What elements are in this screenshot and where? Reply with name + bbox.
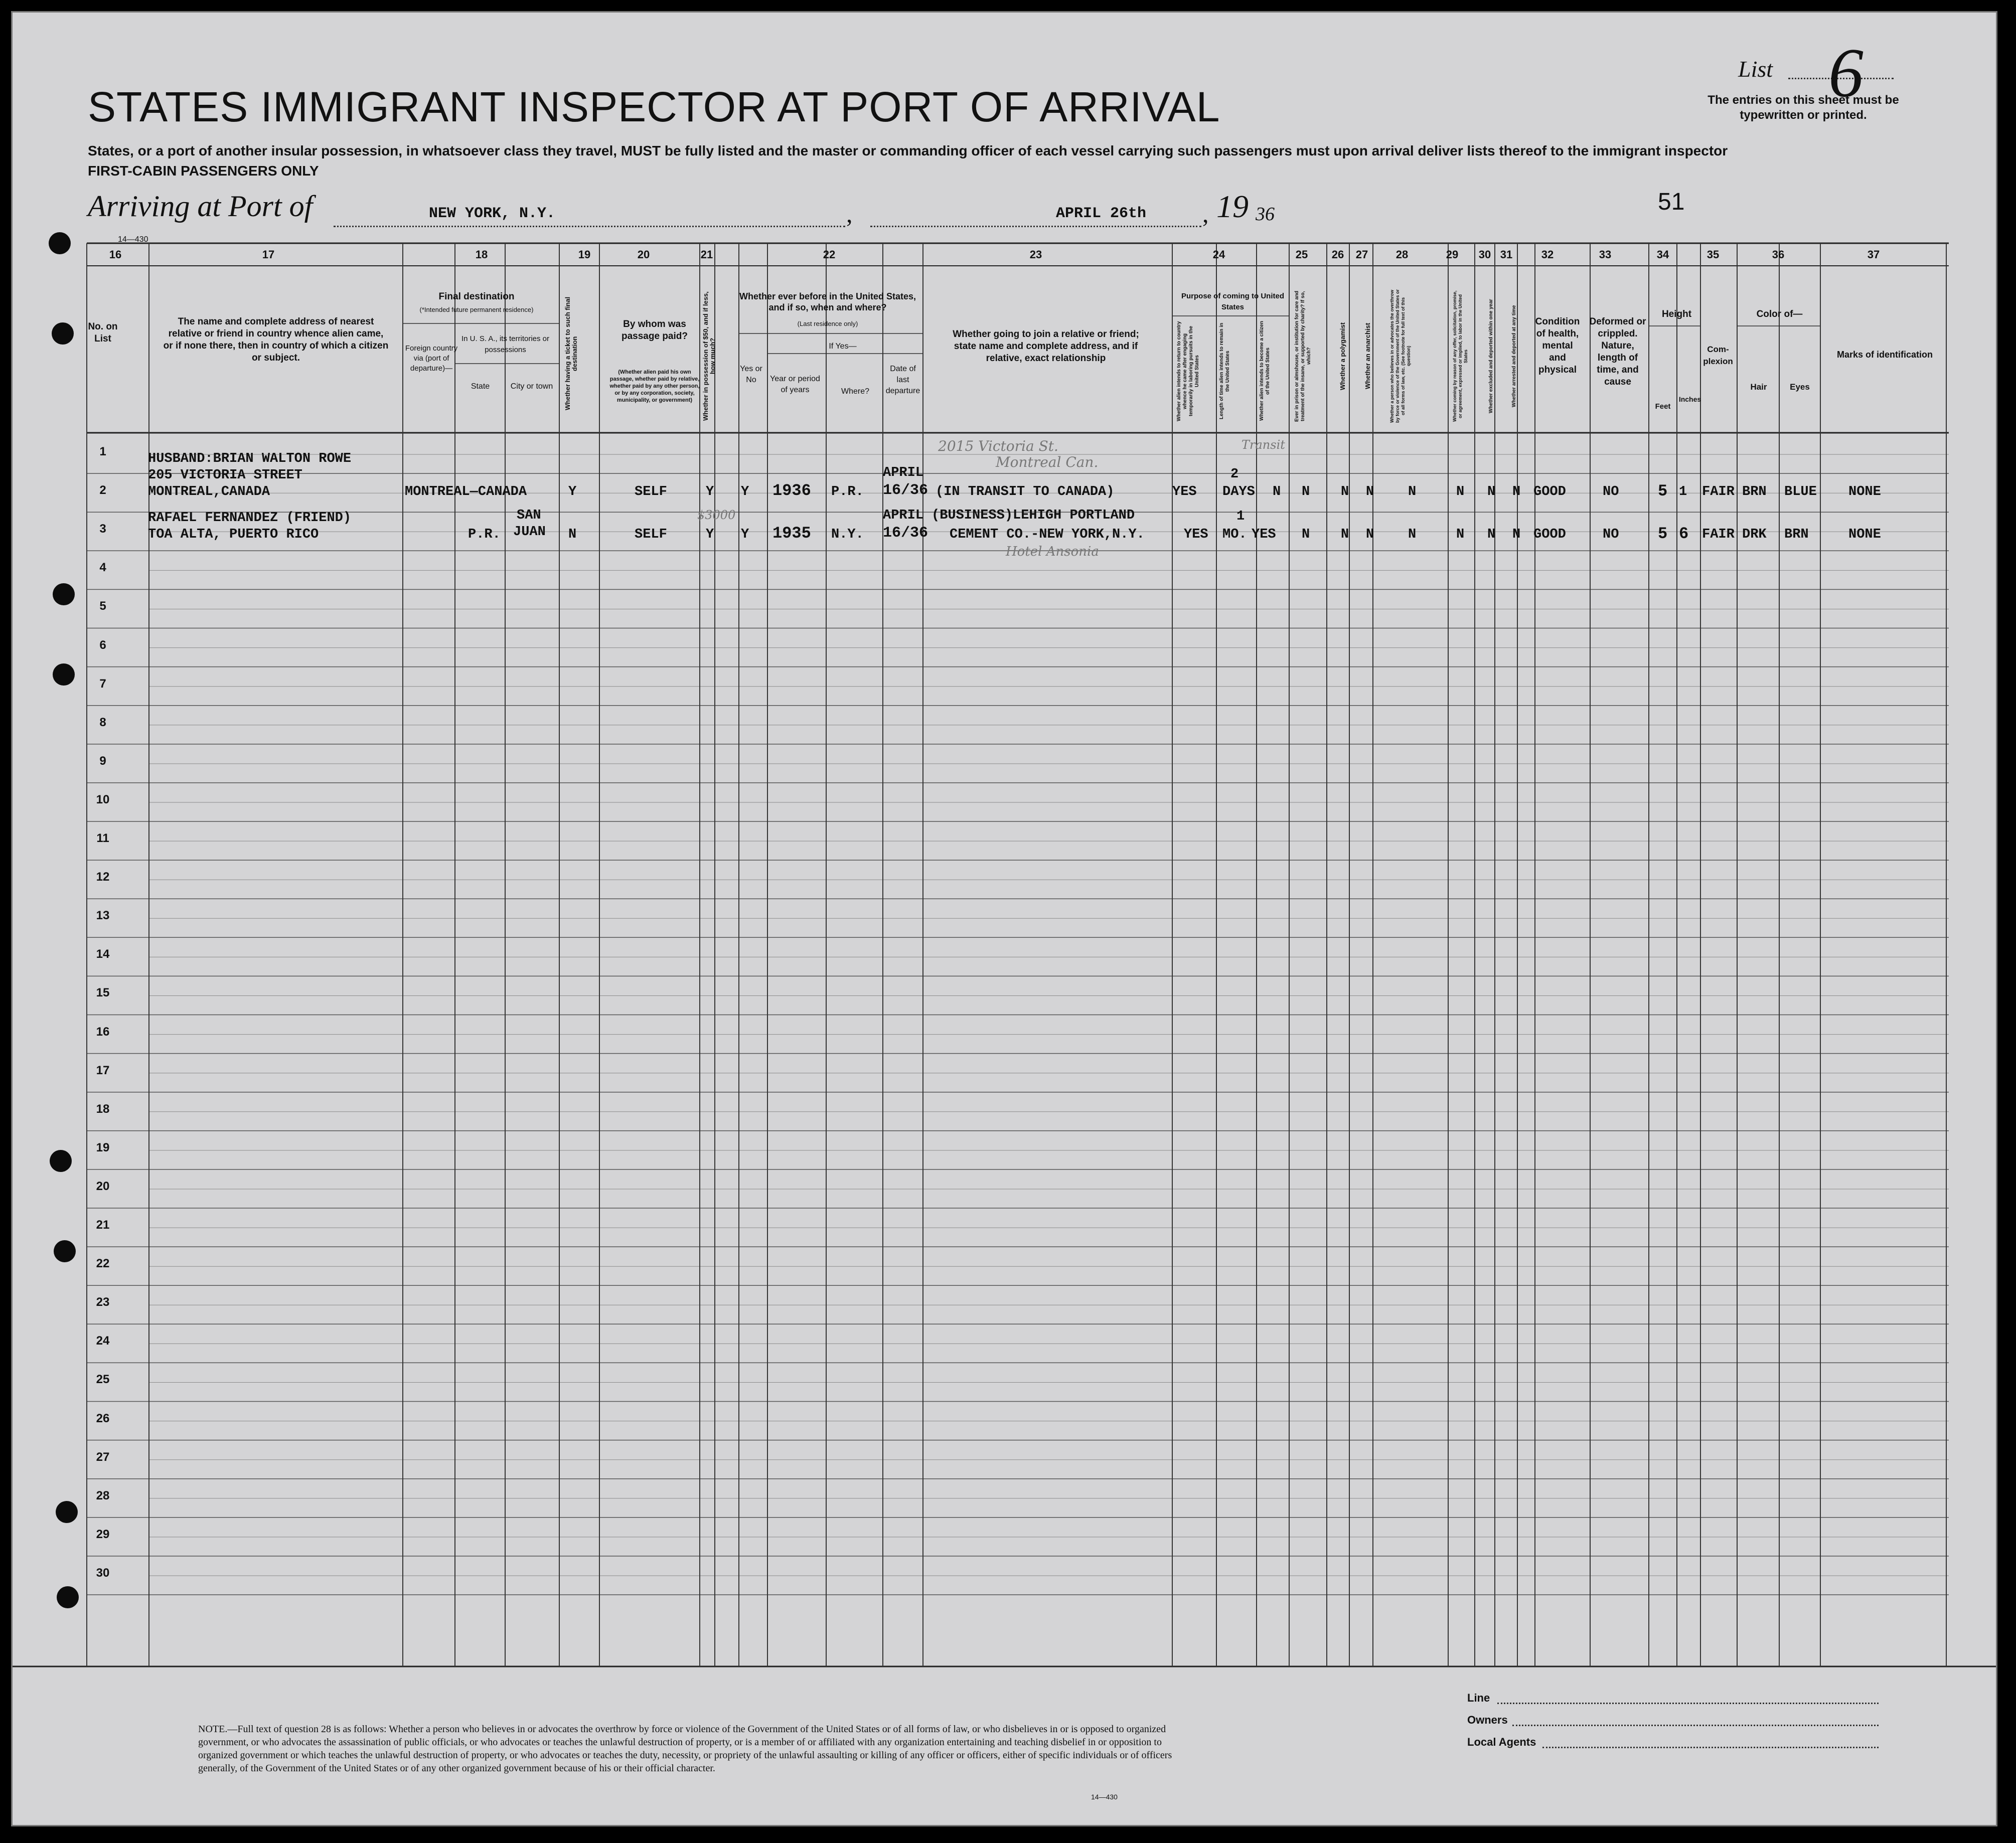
header-citizen-intent: Whether alien intends to become a citizen of the United States (1259, 321, 1271, 421)
column-number: 28 (1395, 248, 1409, 261)
entry-2-anarchist: N (1366, 527, 1374, 542)
entry-1-date-line-1: APRIL (883, 465, 924, 480)
entry-1-join: (IN TRANSIT TO CANADA) (936, 484, 1115, 499)
column-number: 31 (1500, 248, 1513, 261)
punch-hole (53, 583, 75, 605)
entry-2-year: 1935 (772, 524, 811, 543)
header-purpose: Purpose of coming to United States (1181, 292, 1284, 311)
header-state: State (471, 382, 490, 391)
entry-2-relative-line-1: RAFAEL FERNANDEZ (FRIEND) (148, 511, 352, 526)
header-no-on-list: No. on List (88, 321, 118, 344)
row-number: 6 (99, 638, 106, 652)
header-relative: The name and complete address of nearest relative or friend in country whence alien came, or if none there, then in country of which a citizen or subject. (163, 316, 389, 363)
port-value: NEW YORK, N.Y. (429, 205, 556, 222)
entry-2-paid-by: SELF (635, 527, 667, 542)
entry-1-where: P.R. (831, 484, 864, 499)
entry-1-length-line-2: DAYS (1222, 484, 1255, 499)
form-code: 14—430 (1091, 1793, 1118, 1801)
annotation-hotel: Hotel Ansonia (1006, 544, 1099, 559)
row-number: 7 (99, 677, 106, 691)
column-number: 20 (637, 248, 650, 261)
header-anarchist: Whether an anarchist (1364, 322, 1371, 390)
column-number: 37 (1867, 248, 1880, 261)
entry-1-deported: N (1512, 484, 1521, 499)
comma-2: , (1202, 200, 1209, 228)
entry-1-length-line-1: 2 (1230, 467, 1239, 482)
annotation-transit: Transit (1242, 438, 1285, 452)
entry-2-date-line-2: 16/36 (883, 525, 928, 542)
row-number: 8 (99, 715, 106, 729)
row-number: 3 (99, 522, 106, 536)
entry-2-deformed: NO (1603, 527, 1619, 542)
punch-hole (52, 322, 74, 345)
header-return-intent: Whether alien intends to return to country whence he came after engaging temporarily in laboring pursuits in the United States (1176, 321, 1200, 421)
entry-1-relative-line-1: HUSBAND:BRIAN WALTON ROWE (148, 451, 352, 466)
entry-2-length-line-2: MO. (1222, 527, 1247, 542)
entry-2-eyes: BRN (1784, 527, 1809, 542)
row-number: 10 (96, 792, 110, 806)
row-number: 11 (96, 831, 109, 845)
entry-2-health: GOOD (1533, 527, 1566, 542)
header-feet: Feet (1655, 402, 1671, 411)
owners-rule (1512, 1725, 1879, 1726)
row-number: 18 (96, 1102, 110, 1116)
punch-hole (53, 663, 75, 686)
owners-label: Owners (1467, 1714, 1508, 1726)
punch-hole (57, 1586, 79, 1608)
row-number: 15 (96, 986, 110, 1000)
form-instructions: States, or a port of another insular possession, in whatsoever class they travel, MUST be fully listed and the master or commanding officer of each vessel carrying such passengers must upon arrival deliver lists thereof to the immigrant inspector (88, 143, 1728, 158)
entry-1-paid-by: SELF (635, 484, 667, 499)
footnote: NOTE.—Full text of question 28 is as follows: Whether a person who believes in or advocates the overthrow by force or violence of the Government of the United States or of all forms of law, or who disbelieves in or is opposed to organized government, or who advocates the assassination of public officials, or who advocates or teaches the unlawful destruction of property, or is a member of or affiliated with any organization entertaining and teaching disbelief in or opposition to organized government or which teaches the unlawful destruction of property, or who advocates or teaches the duty, necessity, or propriety of the unlawful assaulting or killing of any officer or officers, either of specific individuals or of officers generally, of the Government of the United States or of any other organized government because of his or their official character. (198, 1724, 1172, 1774)
column-number: 33 (1599, 248, 1612, 261)
row-number: 5 (99, 599, 106, 613)
column-number: 30 (1478, 248, 1491, 261)
entry-1-hair: BRN (1742, 484, 1767, 499)
entry-2-labor: N (1456, 527, 1465, 542)
entry-1-health: GOOD (1533, 484, 1566, 499)
header-height: Height (1661, 309, 1692, 319)
manifest-page (11, 11, 1997, 1826)
header-foreign-country: Foreign country via (port of departure)— (405, 344, 458, 373)
header-polygamist: Whether a polygamist (1339, 322, 1346, 390)
column-number: 29 (1446, 248, 1459, 261)
header-where: Where? (841, 387, 870, 396)
entry-2-length-line-1: 1 (1236, 509, 1245, 524)
form-code-top: 14—430 (118, 235, 148, 244)
header-city: City or town (510, 382, 553, 391)
header-labor-offer: Whether coming by reason of any offer, solicitation, promise, or agreement, expressed or implied, to labor in the United States (1452, 290, 1468, 422)
row-number: 16 (96, 1025, 110, 1039)
entry-2-overthrow: N (1408, 527, 1417, 542)
entry-1-eyes: BLUE (1784, 484, 1817, 499)
header-year: Year or period of years (770, 375, 820, 394)
header-final-destination: Final destination (438, 291, 515, 302)
header-passage-sub: (Whether alien paid his own passage, whether paid by relative, whether paid by any other person, or by any corporation, society, municipality, or government) (609, 369, 700, 403)
header-inches: Inches (1678, 395, 1701, 403)
column-number: 23 (1029, 248, 1042, 261)
entry-2-date-line-1: APRIL (883, 508, 924, 523)
entry-2-polygamist: N (1341, 527, 1349, 542)
entry-2-citizen: YES (1252, 527, 1276, 542)
column-number: 21 (700, 248, 713, 261)
entry-1-deformed: NO (1603, 484, 1619, 499)
header-if-yes: If Yes— (829, 342, 857, 351)
comma: , (846, 200, 853, 228)
column-number: 24 (1212, 248, 1225, 261)
entry-2-hair: DRK (1742, 527, 1767, 542)
header-color-of: Color of— (1756, 309, 1803, 319)
entry-2-complexion: FAIR (1702, 527, 1735, 542)
agents-rule (1542, 1747, 1879, 1748)
entry-2-deported: N (1512, 527, 1521, 542)
header-deported: Whether arrested and deported at any time (1511, 305, 1517, 407)
column-number: 17 (262, 248, 275, 261)
header-ever-before-sub: (Last residence only) (797, 320, 858, 327)
punch-hole (54, 1240, 76, 1262)
annotation-city: Montreal Can. (996, 454, 1099, 470)
row-number: 27 (96, 1450, 110, 1464)
header-complexion: Com-plexion (1703, 345, 1733, 366)
header-passage: By whom was passage paid? (622, 319, 688, 342)
list-label: List (1738, 56, 1773, 82)
header-length-stay: Length of time alien intends to remain in the United States (1219, 322, 1230, 420)
entry-2-inches: 6 (1679, 525, 1689, 543)
entry-2-marks: NONE (1848, 527, 1881, 542)
header-health: Condition of health, mental and physical (1535, 316, 1580, 375)
entry-1-before: Y (741, 484, 749, 499)
entry-2-state: P.R. (468, 527, 501, 542)
row-number: 17 (96, 1063, 110, 1077)
annotation-amount: $3000 (697, 508, 736, 522)
line-rule (1497, 1703, 1879, 1704)
row-number: 22 (96, 1257, 110, 1271)
row-number: 2 (99, 483, 106, 497)
entry-1-citizen: N (1273, 484, 1281, 499)
entry-1-fifty: Y (706, 484, 714, 499)
date-value: APRIL 26th (1056, 205, 1147, 222)
punch-hole (56, 1501, 78, 1523)
header-yes-no: Yes or No (740, 365, 762, 384)
manifest-grid (13, 13, 1997, 1826)
row-number: 30 (96, 1566, 110, 1580)
row-number: 4 (99, 561, 106, 575)
year-suffix: 36 (1256, 204, 1275, 225)
entry-1-return: YES (1172, 484, 1197, 499)
header-ever-before: Whether ever before in the United States, and if so, when and where? (739, 291, 916, 312)
year-prefix: 19 (1216, 189, 1249, 224)
entry-2-prison: N (1302, 527, 1310, 542)
row-number: 28 (96, 1488, 110, 1502)
row-number: 14 (96, 947, 110, 961)
entry-2-join-line-1: (BUSINESS)LEHIGH PORTLAND (932, 508, 1135, 523)
entry-2-relative-line-2: TOA ALTA, PUERTO RICO (148, 527, 319, 542)
header-going-to-join: Whether going to join a relative or friend; state name and complete address, and if relative, exact relationship (953, 329, 1139, 364)
entry-1-feet: 5 (1658, 482, 1668, 500)
column-number: 26 (1331, 248, 1344, 261)
entry-2-where: N.Y. (831, 527, 864, 542)
header-final-destination-sub: (*Intended future permanent residence) (419, 306, 534, 313)
column-number: 35 (1707, 248, 1720, 261)
entry-2-ticket: N (568, 527, 577, 542)
column-number: 36 (1772, 248, 1785, 261)
agents-label: Local Agents (1467, 1736, 1536, 1748)
class-line: FIRST-CABIN PASSENGERS ONLY (88, 163, 319, 179)
row-number: 12 (96, 870, 110, 884)
entry-1-marks: NONE (1848, 484, 1881, 499)
header-fifty-dollars: Whether in possession of $50, and if less, how much? (702, 291, 716, 421)
row-number: 20 (96, 1179, 110, 1193)
annotation-address: 2015 Victoria St. (938, 438, 1058, 454)
form-title: STATES IMMIGRANT INSPECTOR AT PORT OF ARRIVAL (88, 83, 1220, 130)
entry-2-join-line-2: CEMENT CO.-NEW YORK,N.Y. (950, 527, 1145, 542)
page-number: 51 (1658, 189, 1685, 215)
entry-1-complexion: FAIR (1702, 484, 1735, 499)
column-number: 25 (1295, 248, 1308, 261)
entry-1-foreign-country: MONTREAL—CANADA (405, 484, 527, 499)
row-number: 9 (99, 754, 106, 768)
row-number: 26 (96, 1411, 110, 1425)
entry-1-overthrow: N (1408, 484, 1417, 499)
entry-1-date-line-2: 16/36 (883, 482, 928, 499)
entry-1-excluded: N (1487, 484, 1496, 499)
line-label: Line (1467, 1692, 1490, 1704)
column-number: 22 (823, 248, 836, 261)
entry-2-feet: 5 (1658, 525, 1668, 543)
row-number: 23 (96, 1295, 110, 1309)
typewritten-note: The entries on this sheet must be typewritten or printed. (1708, 93, 1899, 122)
entry-1-prison: N (1302, 484, 1310, 499)
list-number: 6 (1828, 34, 1864, 112)
column-number: 32 (1541, 248, 1554, 261)
entry-2-fifty: Y (706, 527, 714, 542)
entry-2-city-line-2: JUAN (513, 525, 546, 540)
arriving-label: Arriving at Port of (88, 190, 313, 223)
header-eyes: Eyes (1790, 382, 1810, 392)
entry-1-relative-line-3: MONTREAL,CANADA (148, 484, 270, 499)
header-ticket: Whether having a ticket to such final destination (564, 296, 578, 411)
row-number: 25 (96, 1373, 110, 1387)
row-number: 21 (96, 1218, 110, 1232)
row-number: 24 (96, 1334, 110, 1348)
entry-2-city-line-1: SAN (517, 508, 541, 523)
row-number: 19 (96, 1140, 110, 1154)
row-number: 13 (96, 909, 110, 923)
entry-2-before: Y (741, 527, 749, 542)
column-number: 19 (578, 248, 591, 261)
entry-2-return: YES (1184, 527, 1208, 542)
header-prison: Ever in prison or almshouse, or institution for care and treatment of the insane, or supported by charity? If so, which? (1294, 290, 1312, 422)
header-deformed: Deformed or crippled. Nature, length of time, and cause (1589, 316, 1646, 387)
header-marks: Marks of identification (1836, 350, 1933, 360)
row-number: 1 (99, 445, 106, 458)
entry-1-anarchist: N (1366, 484, 1374, 499)
entry-1-year: 1936 (772, 481, 811, 500)
entry-1-labor: N (1456, 484, 1465, 499)
header-in-usa: In U. S. A., its territories or possessions (461, 334, 550, 354)
entry-2-excluded: N (1487, 527, 1496, 542)
column-number: 27 (1355, 248, 1368, 261)
entry-1-polygamist: N (1341, 484, 1349, 499)
punch-hole (50, 1150, 72, 1172)
column-number: 16 (109, 248, 122, 261)
header-last-departure: Date of last departure (885, 365, 920, 395)
punch-hole (49, 232, 71, 254)
entry-1-inches: 1 (1679, 484, 1687, 499)
header-overthrow: Whether a person who believes in or advocates the overthrow by force or violence of the Government of the United States or of all forms of law, etc. (See footnote for full text of this question) (1389, 289, 1411, 423)
header-hair: Hair (1750, 382, 1767, 392)
entry-1-relative-line-2: 205 VICTORIA STREET (148, 468, 302, 483)
entry-1-ticket: Y (568, 484, 577, 499)
column-number: 34 (1656, 248, 1669, 261)
row-number: 29 (96, 1527, 110, 1541)
column-number: 18 (475, 248, 488, 261)
header-excluded: Whether excluded and deported within one year (1488, 299, 1494, 413)
